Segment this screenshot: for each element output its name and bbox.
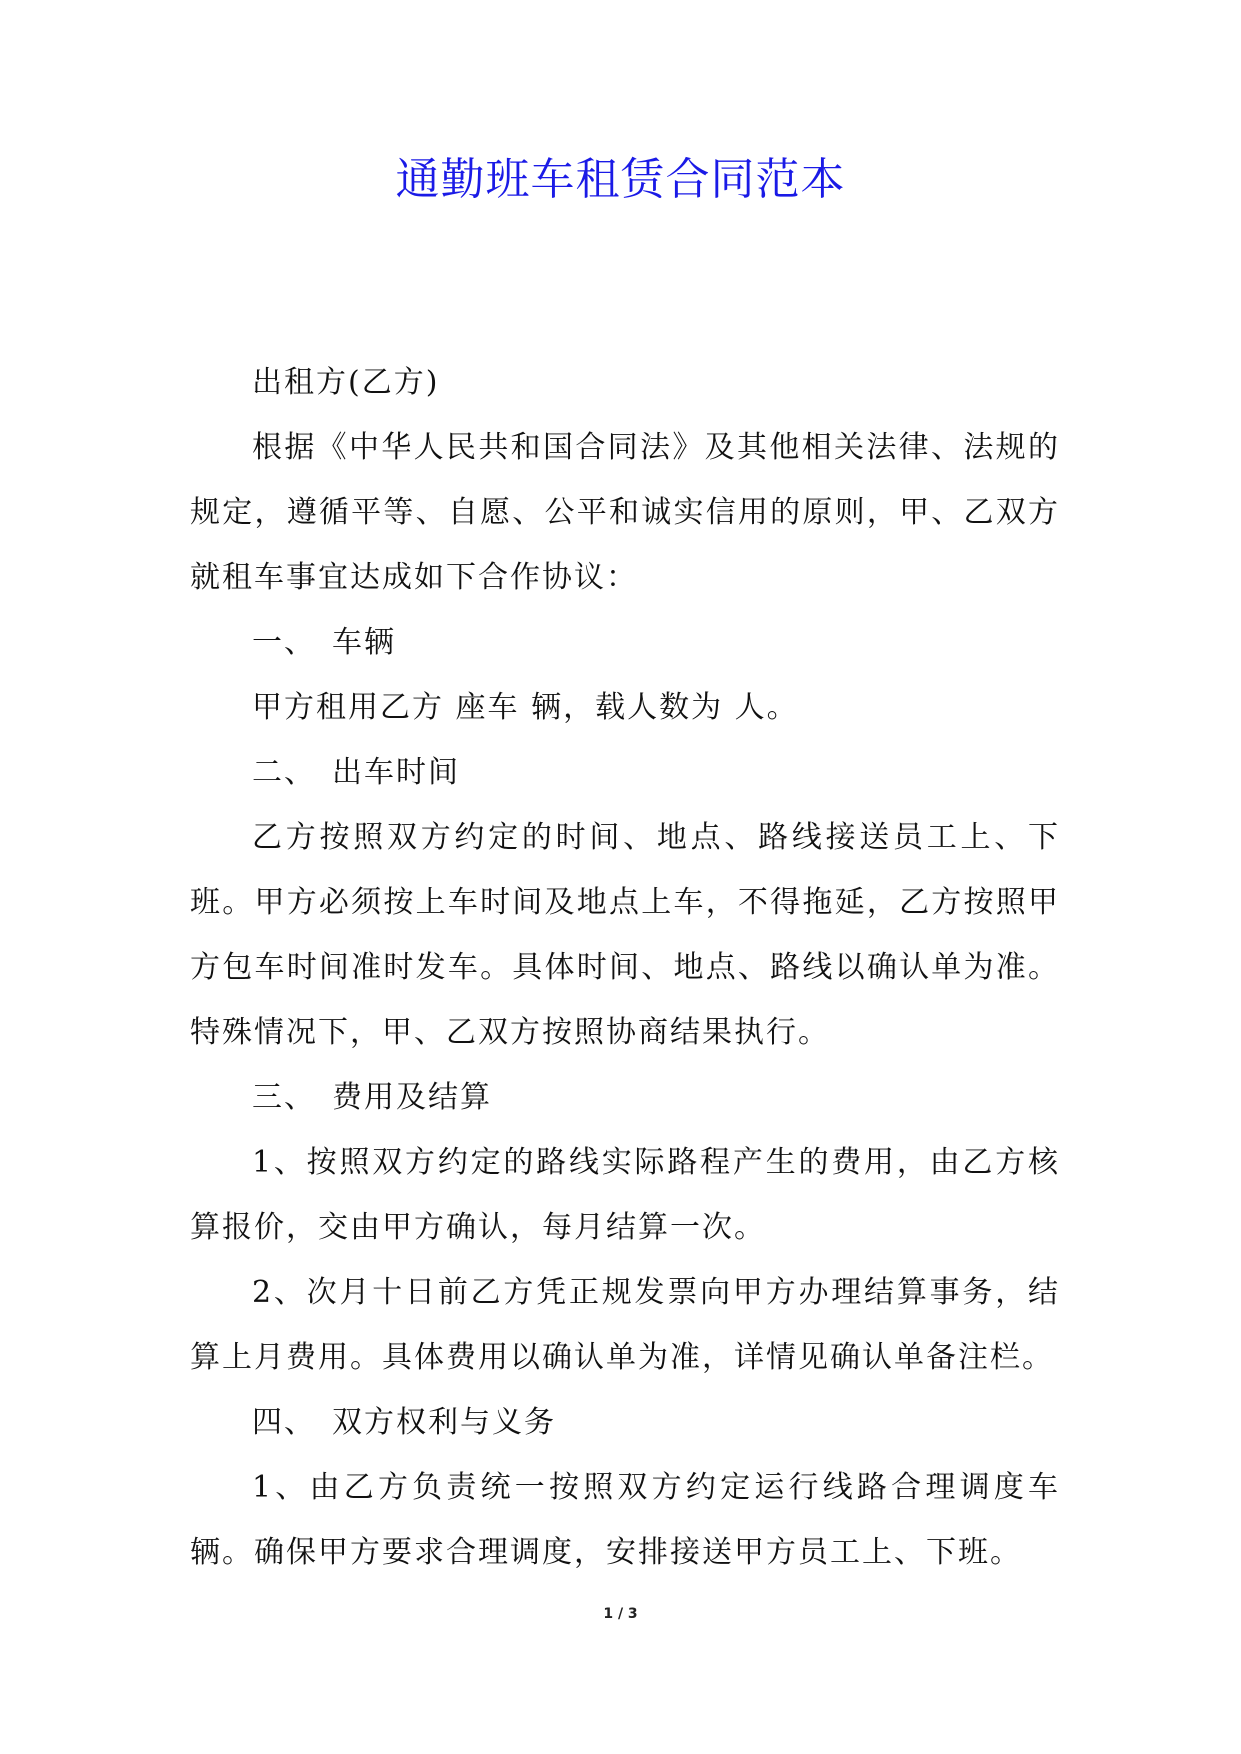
- fees-clause-2: 2、次月十日前乙方凭正规发票向甲方办理结算事务，结算上月费用。具体费用以确认单为准，详情见确认单备注栏。: [190, 1275, 1060, 1375]
- section-heading-vehicle: [190, 610, 1060, 675]
- section-heading-rights: [190, 1390, 1060, 1455]
- lessor-line: 出租方(乙方): [252, 365, 440, 400]
- section-number: 四、: [252, 1405, 316, 1440]
- document-title: 通勤班车租赁合同范本: [395, 154, 846, 205]
- section-title: 双方权利与义务: [332, 1405, 556, 1440]
- rights-clause-1: 1、由乙方负责统一按照双方约定运行线路合理调度车辆。确保甲方要求合理调度，安排接送甲方员工上、下班。: [190, 1470, 1060, 1570]
- document-body: [190, 350, 1060, 1585]
- section-title: 费用及结算: [332, 1080, 492, 1115]
- fees-clause-1: 1、按照双方约定的路线实际路程产生的费用，由乙方核算报价，交由甲方确认，每月结算一次。: [190, 1145, 1060, 1245]
- preamble-paragraph: 根据《中华人民共和国合同法》及其他相关法律、法规的规定，遵循平等、自愿、公平和诚实信用的原则，甲、乙双方就租车事宜达成如下合作协议：: [190, 430, 1060, 595]
- section-number: 三、: [252, 1080, 316, 1115]
- section-heading-fees: [190, 1065, 1060, 1130]
- section-heading-departure-time: [190, 740, 1060, 805]
- section-number: 一、: [252, 625, 316, 660]
- vehicle-paragraph: 甲方租用乙方 座车 辆，载人数为 人。: [252, 690, 799, 725]
- section-title: 出车时间: [332, 755, 460, 790]
- section-number: 二、: [252, 755, 316, 790]
- page-indicator: 1 / 3: [603, 1606, 638, 1622]
- section-title: 车辆: [332, 625, 396, 660]
- departure-paragraph: 乙方按照双方约定的时间、地点、路线接送员工上、下班。甲方必须按上车时间及地点上车，不得拖延，乙方按照甲方包车时间准时发车。具体时间、地点、路线以确认单为准。特殊情况下，甲、乙双方按照协商结果执行。: [190, 820, 1060, 1050]
